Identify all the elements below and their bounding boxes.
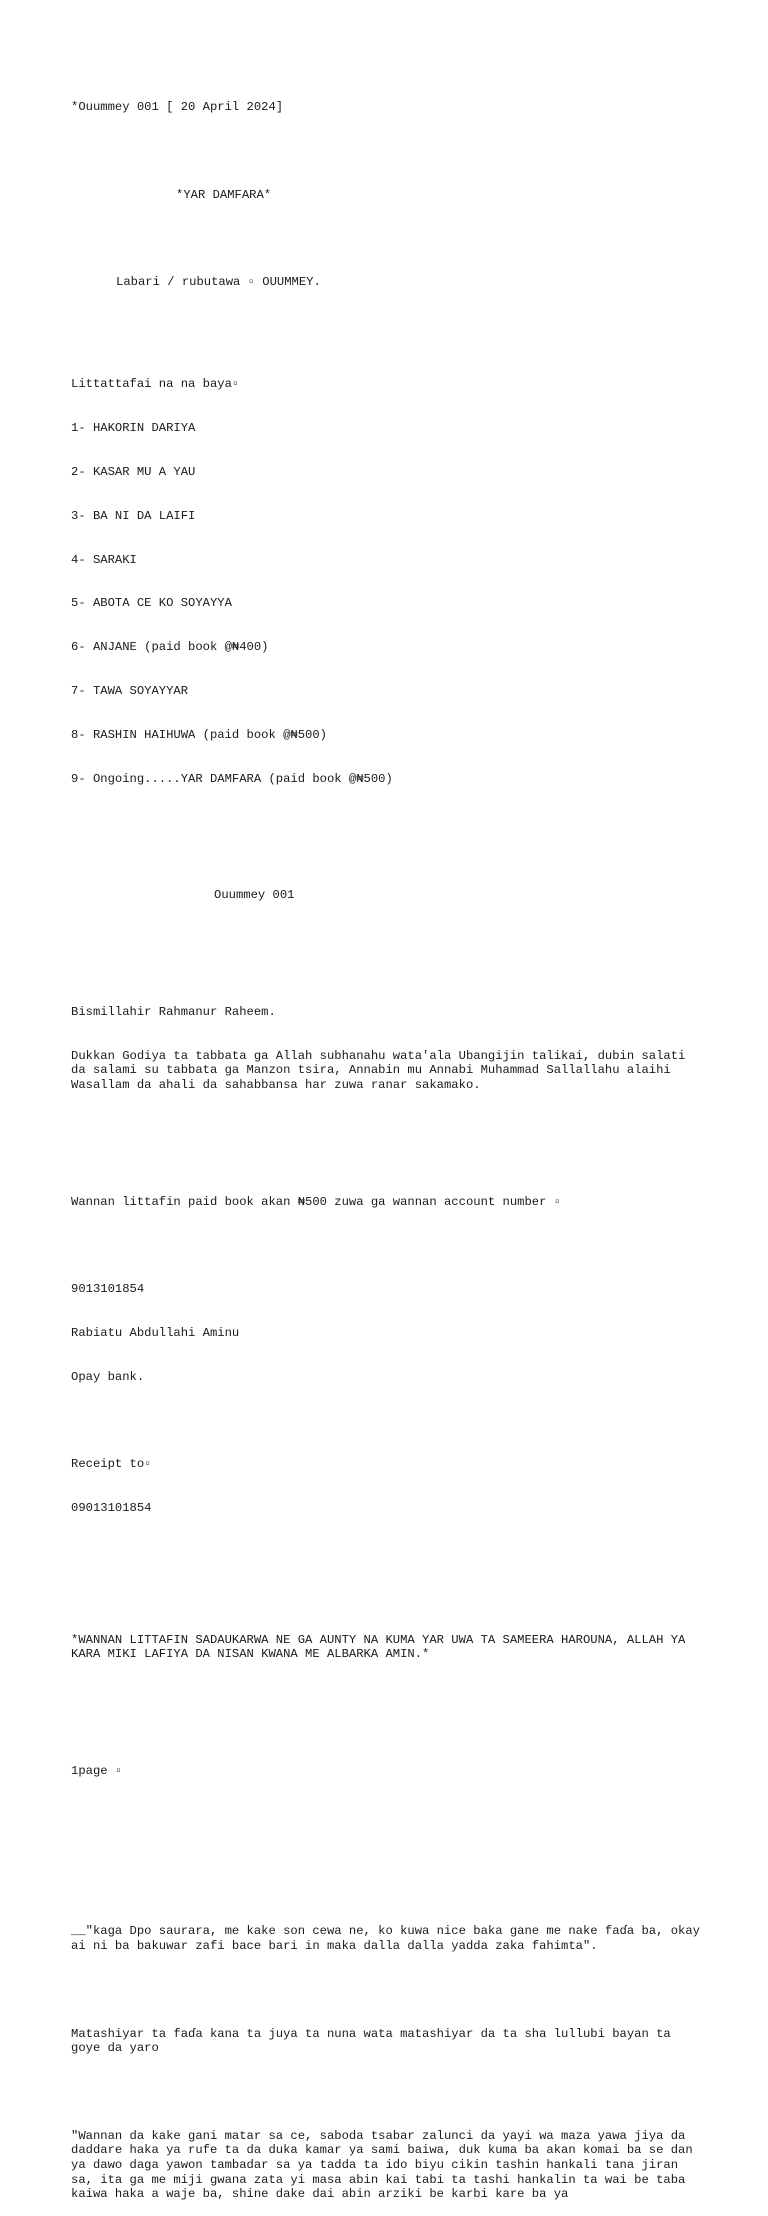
book-list-item: 7- TAWA SOYAYYAR (71, 683, 189, 698)
books-heading: Littattafai na na baya▫ (71, 377, 240, 392)
receipt-label: Receipt to▫ (71, 1457, 152, 1472)
account-name: Rabiatu Abdullahi Aminu (71, 1326, 240, 1341)
book-list-item: 9- Ongoing.....YAR DAMFARA (paid book @₦500) (71, 771, 393, 786)
book-list-item: 8- RASHIN HAIHUWA (paid book @₦500) (71, 727, 327, 742)
bismillah-line: Bismillahir Rahmanur Raheem. (71, 1005, 276, 1019)
payment-info: Wannan littafin paid book akan ₦500 zuwa ga wannan account number ▫ (71, 1194, 562, 1209)
book-list-item: 1- HAKORIN DARIYA (71, 421, 196, 436)
document-page (71, 71, 711, 2216)
book-title: *YAR DAMFARA* (176, 187, 272, 202)
chapter-title: Ouummey 001 (214, 888, 295, 903)
document-header-line: *Ouummey 001 [ 20 April 2024] (71, 100, 284, 115)
receipt-number: 09013101854 (71, 1501, 152, 1516)
bank-name: Opay bank. (71, 1369, 145, 1384)
intro-paragraph: Dukkan Godiya ta tabbata ga Allah subhanahu wata'ala Ubangijin talikai, dubin salati da salami su tabbata ga Manzon tsira, Annabin mu Annabi Muhammad Sallallahu alaihi Wasallam da ahali da sahabbansa har zuwa ranar sakamako. (71, 1048, 693, 1092)
book-list-item: 5- ABOTA CE KO SOYAYYA (71, 596, 232, 611)
story-paragraph: "Wannan da kake gani matar sa ce, saboda tsabar zalunci da yayi wa maza yawa jiya da daddare haka ya rufe ta da duka kamar ya sami baiwa, duk kuma ba akan komai ba se dan ya dawo daga yawon tambadar sa ya tadda ta ido biyu cikin tashin hankali tana jiran sa, ita ga me miji gwana zata yi masa abin kai tabi ta tashi hankalin ta wai be taba kaiwa haka a waje ba, shine dake dai abin arziki be karbi kare ba ya (71, 2128, 700, 2202)
dedication: *WANNAN LITTAFIN SADAUKARWA NE GA AUNTY NA KUMA YAR UWA TA SAMEERA HAROUNA, ALLAH YA KARA MIKI LAFIYA DA NISAN KWANA ME ALBARKA AMIN.* (71, 1632, 693, 1662)
story-paragraph: Matashiyar ta faɗa kana ta juya ta nuna wata matashiyar da ta sha lullubi bayan ta goye da yaro (71, 2026, 679, 2056)
author-line: Labari / rubutawa ▫ OUUMMEY. (116, 275, 321, 290)
account-number: 9013101854 (71, 1282, 145, 1297)
book-list-item: 6- ANJANE (paid book @₦400) (71, 640, 269, 655)
book-list-item: 2- KASAR MU A YAU (71, 465, 196, 480)
story-paragraph: __"kaga Dpo saurara, me kake son cewa ne, ko kuwa nice baka gane me nake faɗa ba, okay ai ni ba bakuwar zafi bace bari in maka dalla dalla yadda zaka fahimta". (71, 1924, 708, 1954)
page-marker: 1page ▫ (71, 1763, 123, 1778)
book-list-item: 4- SARAKI (71, 552, 137, 567)
book-list-item: 3- BA NI DA LAIFI (71, 508, 196, 523)
